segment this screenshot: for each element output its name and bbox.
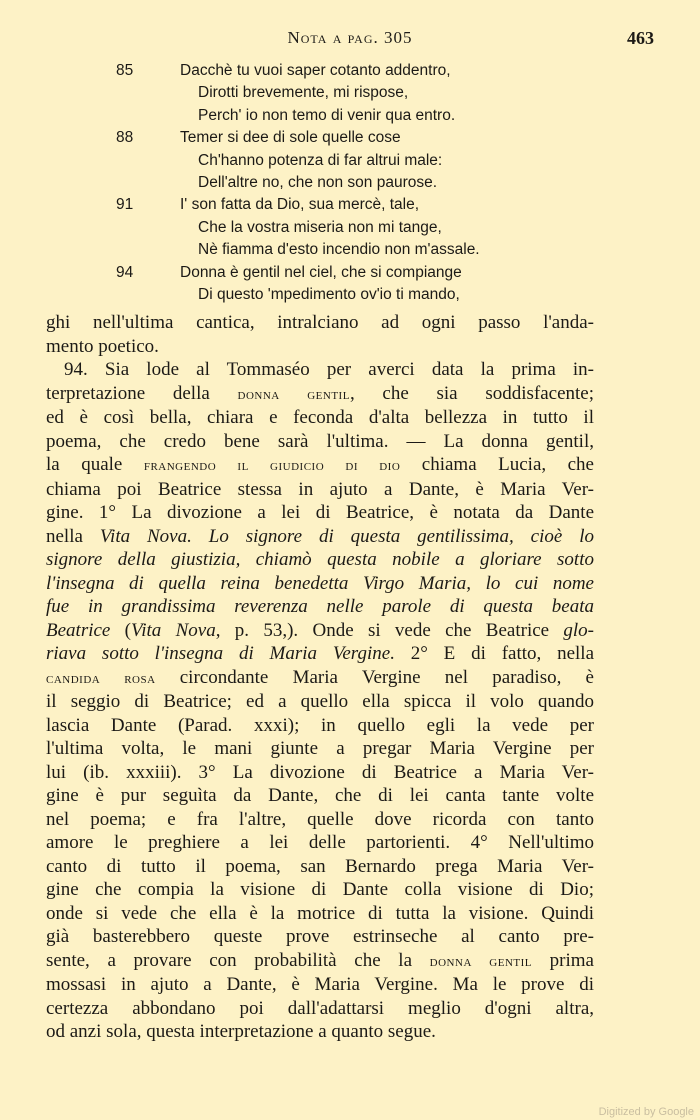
- verse-number: 94: [116, 263, 134, 281]
- verse-line: Dacchè tu vuoi saper cotanto addentro,: [180, 62, 451, 79]
- text-line: gine. 1° La divozione a lei di Beatrice, è notata da Dante: [46, 502, 594, 523]
- text-line: il seggio di Beatrice; ed a quello ella spicca il volo quando: [46, 691, 594, 712]
- text-line: canto di tutto il poema, san Bernardo prega Maria Ver-: [46, 855, 594, 877]
- text-line: poema, che credo bene sarà l'ultima. — La donna gentil,: [46, 430, 594, 452]
- page-number: 463: [627, 28, 654, 48]
- text-line: chiama poi Beatrice stessa in ajuto a Dante, è Maria Ver-: [46, 478, 594, 500]
- text-line: gine che compia la visione di Dante colla visione di Dio;: [46, 879, 594, 900]
- verse-block: [116, 60, 576, 306]
- text-line: [46, 453, 594, 478]
- italic-quote: Vita Nova. Lo signore di questa gentilissima, cioè lo: [99, 525, 594, 547]
- verse-line: I' son fatta da Dio, sua mercè, tale,: [180, 196, 420, 214]
- commentary-text: [46, 311, 594, 1044]
- text-run: , che sia soddisfacente;: [349, 382, 594, 404]
- text-line: [46, 666, 594, 691]
- text-line: [46, 358, 594, 382]
- text-run: la quale: [46, 454, 144, 475]
- verse-number: 88: [116, 129, 134, 147]
- text-line: nel poema; e fra l'altre, quelle dove ricorda con tanto: [46, 808, 594, 830]
- italic-quote: Beatrice: [46, 619, 111, 641]
- text-line: lascia Dante (Parad. xxxi); in quello egli la vede per: [46, 714, 594, 736]
- verse-line: Dirotti brevemente, mi rispose,: [198, 84, 409, 102]
- italic-quote-line: l'insegna di quella reina benedetta Virgo Maria, lo cui nome: [46, 572, 594, 594]
- stanza: [116, 127, 576, 194]
- text-line: già basterebbero queste prove estrinseche al canto pre-: [46, 926, 594, 947]
- verse-number: 85: [116, 62, 134, 79]
- running-title: Nota a pag. 305: [287, 28, 413, 47]
- text-line: [46, 619, 594, 643]
- text-run: , p. 53,). Onde si vede che Beatrice: [215, 619, 564, 641]
- text-run: 94. Sia lode al Tommaséo per averci data la prima in-: [64, 359, 594, 380]
- text-line: od anzi sola, questa interpretazione a quanto segue.: [46, 1021, 436, 1042]
- text-line: ed è così bella, chiara e feconda d'alta bellezza in tutto il: [46, 407, 594, 428]
- verse-line: Perch' io non temo di venir qua entro.: [198, 106, 456, 124]
- text-line: [46, 949, 594, 974]
- text-line: mossasi in ajuto a Dante, è Maria Vergine. Ma le prove di: [46, 974, 594, 995]
- text-run: terpretazione della: [46, 382, 238, 404]
- running-head: [40, 28, 660, 56]
- text-line: lui (ib. xxxiii). 3° La divozione di Beatrice a Maria Ver-: [46, 761, 594, 783]
- text-line: mento poetico.: [46, 335, 159, 357]
- stanza: [116, 60, 576, 127]
- text-line: [46, 642, 594, 666]
- digitization-watermark: Digitized by Google: [598, 1106, 694, 1118]
- small-caps-phrase: frangendo il giudicio di dio: [143, 457, 401, 474]
- verse-number: 91: [116, 196, 134, 214]
- text-line: gine è pur seguìta da Dante, che di lei canta tante volte: [46, 785, 594, 806]
- text-line: [46, 525, 594, 549]
- italic-quote-line: fue in grandissima reverenza nelle parole di questa beata: [46, 596, 594, 617]
- verse-line: Che la vostra miseria non mi tange,: [198, 218, 442, 236]
- text-run: (: [110, 619, 132, 641]
- small-caps-phrase: donna gentil: [429, 952, 533, 970]
- italic-quote: glo-: [563, 619, 595, 641]
- verse-line: Nè fiamma d'esto incendio non m'assale.: [198, 241, 480, 259]
- text-run: circondante Maria Vergine nel paradiso, è: [155, 666, 594, 688]
- verse-line: Temer si dee di sole quelle cose: [180, 129, 401, 147]
- text-run: nella: [46, 525, 100, 547]
- text-line: l'ultima volta, le mani giunte a pregar Maria Vergine per: [46, 738, 594, 759]
- italic-quote-line: signore della giustizia, chiamò questa nobile a gloriare sotto: [46, 549, 594, 570]
- text-line: certezza abbondano poi dall'adattarsi meglio d'ogni altra,: [46, 997, 594, 1019]
- italic-quote: riava sotto l'insegna di Maria Vergine.: [46, 643, 395, 664]
- verse-line: Donna è gentil nel ciel, che si compiange: [180, 263, 462, 281]
- italic-title: Vita Nova: [131, 619, 216, 641]
- text-line: [46, 382, 594, 407]
- text-run: sente, a provare con probabilità che la: [46, 949, 430, 971]
- stanza: [116, 262, 576, 307]
- text-run: prima: [532, 949, 594, 971]
- verse-line: Di questo 'mpedimento ov'io ti mando,: [198, 286, 460, 304]
- text-line: onde si vede che ella è la motrice di tutta la visione. Quindi: [46, 902, 594, 924]
- verse-line: Dell'altre no, che non son paurose.: [198, 174, 438, 192]
- text-run: chiama Lucia, che: [400, 454, 594, 475]
- small-caps-phrase: donna gentil: [237, 385, 350, 403]
- verse-line: Ch'hanno potenza di far altrui male:: [198, 151, 443, 169]
- text-line: amore le preghiere a lei delle partorienti. 4° Nell'ultimo: [46, 832, 594, 853]
- text-run: 2° E di fatto, nella: [394, 643, 594, 664]
- stanza: [116, 194, 576, 261]
- text-line: ghi nell'ultima cantica, intralciano ad ogni passo l'anda-: [46, 312, 594, 333]
- small-caps-phrase: candida rosa: [46, 669, 156, 687]
